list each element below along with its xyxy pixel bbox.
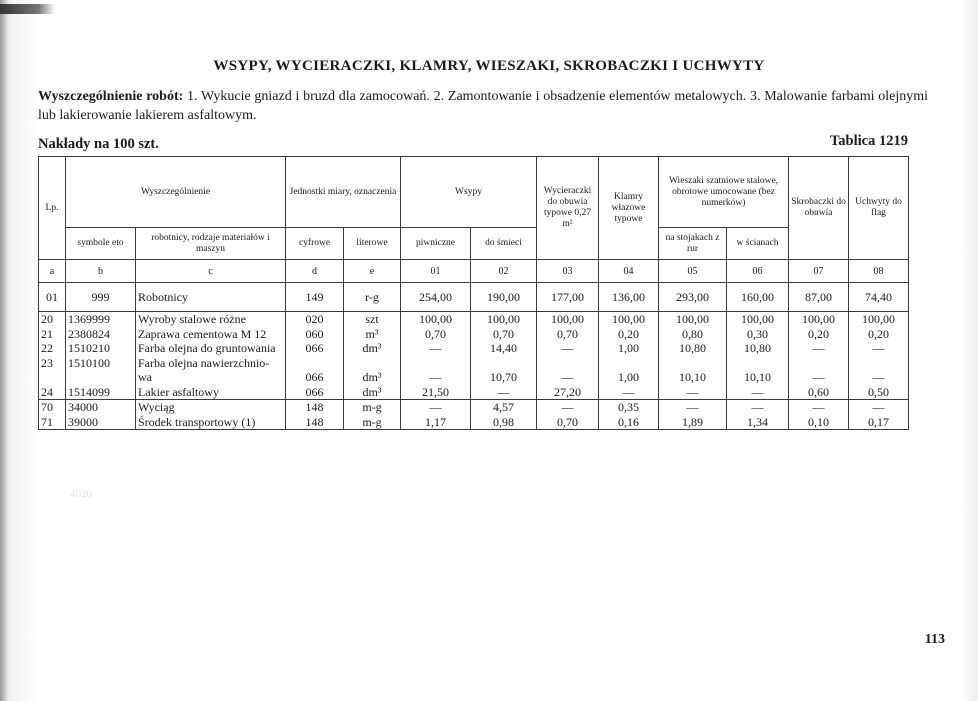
- table-line: —: [429, 370, 442, 384]
- table-cell: 190,00: [471, 283, 537, 312]
- table-line: [41, 370, 63, 385]
- column-letter-cell: 02: [471, 260, 537, 283]
- header-jednostki: Jednostki miary, oznaczenia: [286, 157, 401, 228]
- table-line: —: [429, 341, 442, 355]
- table-line: —: [812, 341, 825, 355]
- table-line: —: [429, 400, 442, 414]
- table-cell-c01: [401, 400, 471, 430]
- column-letter-cell: 07: [789, 260, 849, 283]
- table-line: 0,70: [425, 326, 446, 341]
- header-wsypy: Wsypy: [401, 157, 537, 228]
- table-line: [661, 356, 724, 371]
- table-line: 1,00: [618, 370, 640, 384]
- scan-edge-mark: [0, 4, 55, 14]
- table-line: [729, 356, 786, 371]
- table-line: 020: [305, 312, 324, 326]
- table-line: 0,30: [747, 326, 769, 341]
- table-line: 10,80: [744, 341, 772, 355]
- table-cell-c03: [537, 312, 599, 400]
- table-line: 148: [305, 400, 324, 414]
- table-line: Środek transportowy (1): [138, 414, 256, 429]
- table-block-machines: [39, 400, 909, 430]
- header-piwniczne: piwniczne: [401, 228, 471, 260]
- column-letter-cell: 03: [537, 260, 599, 283]
- table-line: 100,00: [487, 312, 520, 326]
- table-line: 100,00: [862, 312, 896, 326]
- table-line: 0,20: [618, 326, 640, 341]
- header-do-smieci: do śmieci: [471, 228, 537, 260]
- table-line: —: [686, 400, 699, 414]
- table-line: [601, 356, 656, 371]
- table-line: [68, 370, 133, 385]
- table-cell: 136,00: [599, 283, 659, 312]
- table-line: —: [872, 400, 885, 414]
- table-cell-cyfrowe: [286, 400, 344, 430]
- table-line: 23: [41, 355, 53, 370]
- header-skrobaczki: Skrobaczki do obuwia: [789, 157, 849, 260]
- column-letter-cell: d: [286, 260, 344, 283]
- naklady-label: Nakłady na 100 szt.: [38, 136, 159, 152]
- column-letter-cell: a: [39, 260, 66, 283]
- table-cell-c02: [471, 312, 537, 400]
- table-cell: 149: [286, 283, 344, 312]
- table-line: 060: [305, 326, 324, 341]
- table-line: 100,00: [612, 312, 646, 326]
- column-letter-cell: c: [136, 260, 286, 283]
- table-line: 1510100: [68, 355, 110, 370]
- bleed-through-mark: 4020: [70, 488, 92, 500]
- column-letter-cell: 05: [659, 260, 727, 283]
- table-cell-c05: [659, 400, 727, 430]
- table-number: Tablica 1219: [829, 133, 908, 149]
- table-line: —: [812, 400, 825, 414]
- work-description: [38, 87, 928, 125]
- header-wycieraczki: Wycieraczki do obuwia typowe 0,27 m²: [537, 157, 599, 260]
- header-robotnicy: robotnicy, rodzaje materiałów i maszyn: [136, 228, 286, 260]
- table-line: Lakier asfaltowy: [138, 384, 219, 399]
- table-block-materials: [39, 312, 909, 400]
- table-line: 066: [305, 341, 324, 355]
- column-letter-cell: b: [66, 260, 136, 283]
- table-cell-name: [136, 400, 286, 430]
- table-line: 0,80: [682, 326, 704, 341]
- table-line: 0,60: [808, 384, 830, 399]
- header-cyfrowe: cyfrowe: [286, 228, 344, 260]
- page-number: 113: [924, 632, 945, 647]
- table-line: —: [561, 370, 574, 384]
- table-cell: 254,00: [401, 283, 471, 312]
- table-line: —: [686, 384, 699, 399]
- table-line: 0,16: [618, 414, 640, 429]
- table-cell-c06: [727, 400, 789, 430]
- table-line: 0,17: [868, 414, 890, 429]
- book-spine-shadow: [0, 0, 8, 701]
- table-line: 1,17: [425, 414, 446, 429]
- table-line: —: [751, 384, 764, 399]
- table-cell-eto: [66, 312, 136, 400]
- table-cell-c07: [789, 400, 849, 430]
- table-line: [539, 356, 596, 371]
- table-line: Wyciąg: [138, 400, 175, 414]
- table-line: [403, 356, 468, 371]
- table-line: m³: [365, 326, 379, 341]
- header-na-stojakach: na stojakach z rur: [659, 228, 727, 260]
- table-cell-c08: [849, 400, 909, 430]
- table-line: 0,98: [493, 414, 514, 429]
- table-line: dm³: [362, 384, 382, 399]
- table-line: 1,34: [747, 414, 769, 429]
- table-line: 066: [305, 384, 324, 399]
- column-letter-cell: 06: [727, 260, 789, 283]
- table-cell: 160,00: [727, 283, 789, 312]
- table-cell-c08: [849, 312, 909, 400]
- table-line: —: [622, 384, 635, 399]
- column-letter-cell: 08: [849, 260, 909, 283]
- header-w-scianach: w ścianach: [727, 228, 789, 260]
- table-cell-cyfrowe: [286, 312, 344, 400]
- table-line: Wyroby stalowe różne: [138, 312, 246, 326]
- table-cell-c01: [401, 312, 471, 400]
- table-cell: 87,00: [789, 283, 849, 312]
- table-cell: 74,40: [849, 283, 909, 312]
- table-line: 0,35: [618, 400, 640, 414]
- table-line: 0,70: [557, 414, 579, 429]
- table-line: Farba olejna nawierzchnio-: [138, 355, 270, 370]
- table-line: Zaprawa cementowa M 12: [138, 326, 267, 341]
- table-line: 1,89: [682, 414, 704, 429]
- table-line: 1514099: [68, 384, 110, 399]
- table-line: 10,80: [679, 341, 707, 355]
- table-line: 0,20: [808, 326, 830, 341]
- table-line: 71: [41, 414, 53, 429]
- table-line: [288, 356, 341, 371]
- column-letter-cell: e: [344, 260, 401, 283]
- table-line: 70: [41, 400, 53, 414]
- table-line: wa: [138, 370, 152, 384]
- table-line: 1,00: [618, 341, 640, 355]
- table-line: 100,00: [741, 312, 775, 326]
- table-cell-c06: [727, 312, 789, 400]
- table-line: 10,10: [679, 370, 707, 384]
- table-line: [346, 356, 398, 371]
- column-letter-cell: 01: [401, 260, 471, 283]
- norms-table: [38, 156, 909, 430]
- table-line: 22: [41, 341, 53, 355]
- header-wieszaki: Wieszaki szatniowe stalowe, obrotowe umocowane (bez numerków): [659, 157, 789, 228]
- table-line: 21: [41, 326, 53, 341]
- table-cell-c03: [537, 400, 599, 430]
- table-line: m-g: [362, 400, 382, 414]
- table-line: 100,00: [551, 312, 585, 326]
- table-line: [473, 356, 534, 371]
- table-line: —: [872, 341, 885, 355]
- table-line: —: [561, 341, 574, 355]
- header-uchwyty: Uchwyty do flag: [849, 157, 909, 260]
- table-line: 066: [305, 370, 324, 384]
- table-line: 100,00: [419, 312, 452, 326]
- table-line: 10,10: [744, 370, 772, 384]
- table-line: 0,70: [493, 326, 514, 341]
- header-wyszczegolnienie: Wyszczególnienie: [66, 157, 286, 228]
- work-description-text: 1. Wykucie gniazd i bruzd dla zamocowań. 2. Zamontowanie i obsadzenie elementów metalowych. 3. Malowanie farbami olejnymi lub lakierowanie lakierem asfaltowym.: [38, 89, 928, 123]
- table-cell-c04: [599, 400, 659, 430]
- column-letter-cell: 04: [599, 260, 659, 283]
- table-line: 0,20: [868, 326, 890, 341]
- table-cell-literowe: [344, 400, 401, 430]
- table-line: dm³: [362, 341, 382, 355]
- table-line: 100,00: [802, 312, 836, 326]
- table-cell-c05: [659, 312, 727, 400]
- table-line: 21,50: [422, 384, 449, 399]
- table-line: [851, 356, 906, 371]
- work-description-label: Wyszczególnienie robót:: [38, 89, 184, 104]
- table-line: 24: [41, 384, 53, 399]
- table-cell-c04: [599, 312, 659, 400]
- table-line: 14,40: [490, 341, 517, 355]
- table-cell-name: [136, 312, 286, 400]
- table-line: 27,20: [554, 384, 582, 399]
- header-symbole: symbole eto: [66, 228, 136, 260]
- table-cell-c07: [789, 312, 849, 400]
- table-line: 1369999: [68, 312, 110, 326]
- table-line: 100,00: [676, 312, 710, 326]
- table-line: 34000: [68, 400, 98, 414]
- table-cell-lp: [39, 400, 66, 430]
- column-letters-row: [39, 260, 909, 283]
- table-cell: 293,00: [659, 283, 727, 312]
- table-cell-c02: [471, 400, 537, 430]
- table-line: 0,70: [557, 326, 579, 341]
- table-cell: r-g: [344, 283, 401, 312]
- table-line: 0,50: [868, 384, 890, 399]
- table-cell-eto: [66, 400, 136, 430]
- table-line: —: [751, 400, 764, 414]
- table-line: 39000: [68, 414, 98, 429]
- table-cell: 177,00: [537, 283, 599, 312]
- table-line: —: [872, 370, 885, 384]
- table-cell: 01: [39, 283, 66, 312]
- header-lp: Lp.: [39, 157, 66, 260]
- table-line: m-g: [362, 414, 382, 429]
- table-line: —: [497, 384, 510, 399]
- table-line: —: [812, 370, 825, 384]
- table-line: 4,57: [493, 400, 514, 414]
- table-cell-literowe: [344, 312, 401, 400]
- table-line: —: [561, 400, 574, 414]
- table-row-robotnicy: [39, 283, 909, 312]
- table-cell: Robotnicy: [136, 283, 286, 312]
- table-cell: 999: [66, 283, 136, 312]
- table-line: 1510210: [68, 341, 110, 355]
- table-line: 148: [305, 414, 324, 429]
- table-cell-lp: [39, 312, 66, 400]
- table-line: 2380824: [68, 326, 110, 341]
- table-line: dm³: [362, 370, 382, 384]
- table-line: 0,10: [808, 414, 830, 429]
- table-line: 10,70: [490, 370, 517, 384]
- table-line: [791, 356, 846, 371]
- table-line: Farba olejna do gruntowania: [138, 341, 276, 355]
- page-title: WSYPY, WYCIERACZKI, KLAMRY, WIESZAKI, SKROBACZKI I UCHWYTY: [213, 58, 765, 74]
- table-line: 20: [41, 312, 53, 326]
- header-literowe: literowe: [344, 228, 401, 260]
- header-klamry: Klamry włazowe typowe: [599, 157, 659, 260]
- table-line: szt: [365, 312, 379, 326]
